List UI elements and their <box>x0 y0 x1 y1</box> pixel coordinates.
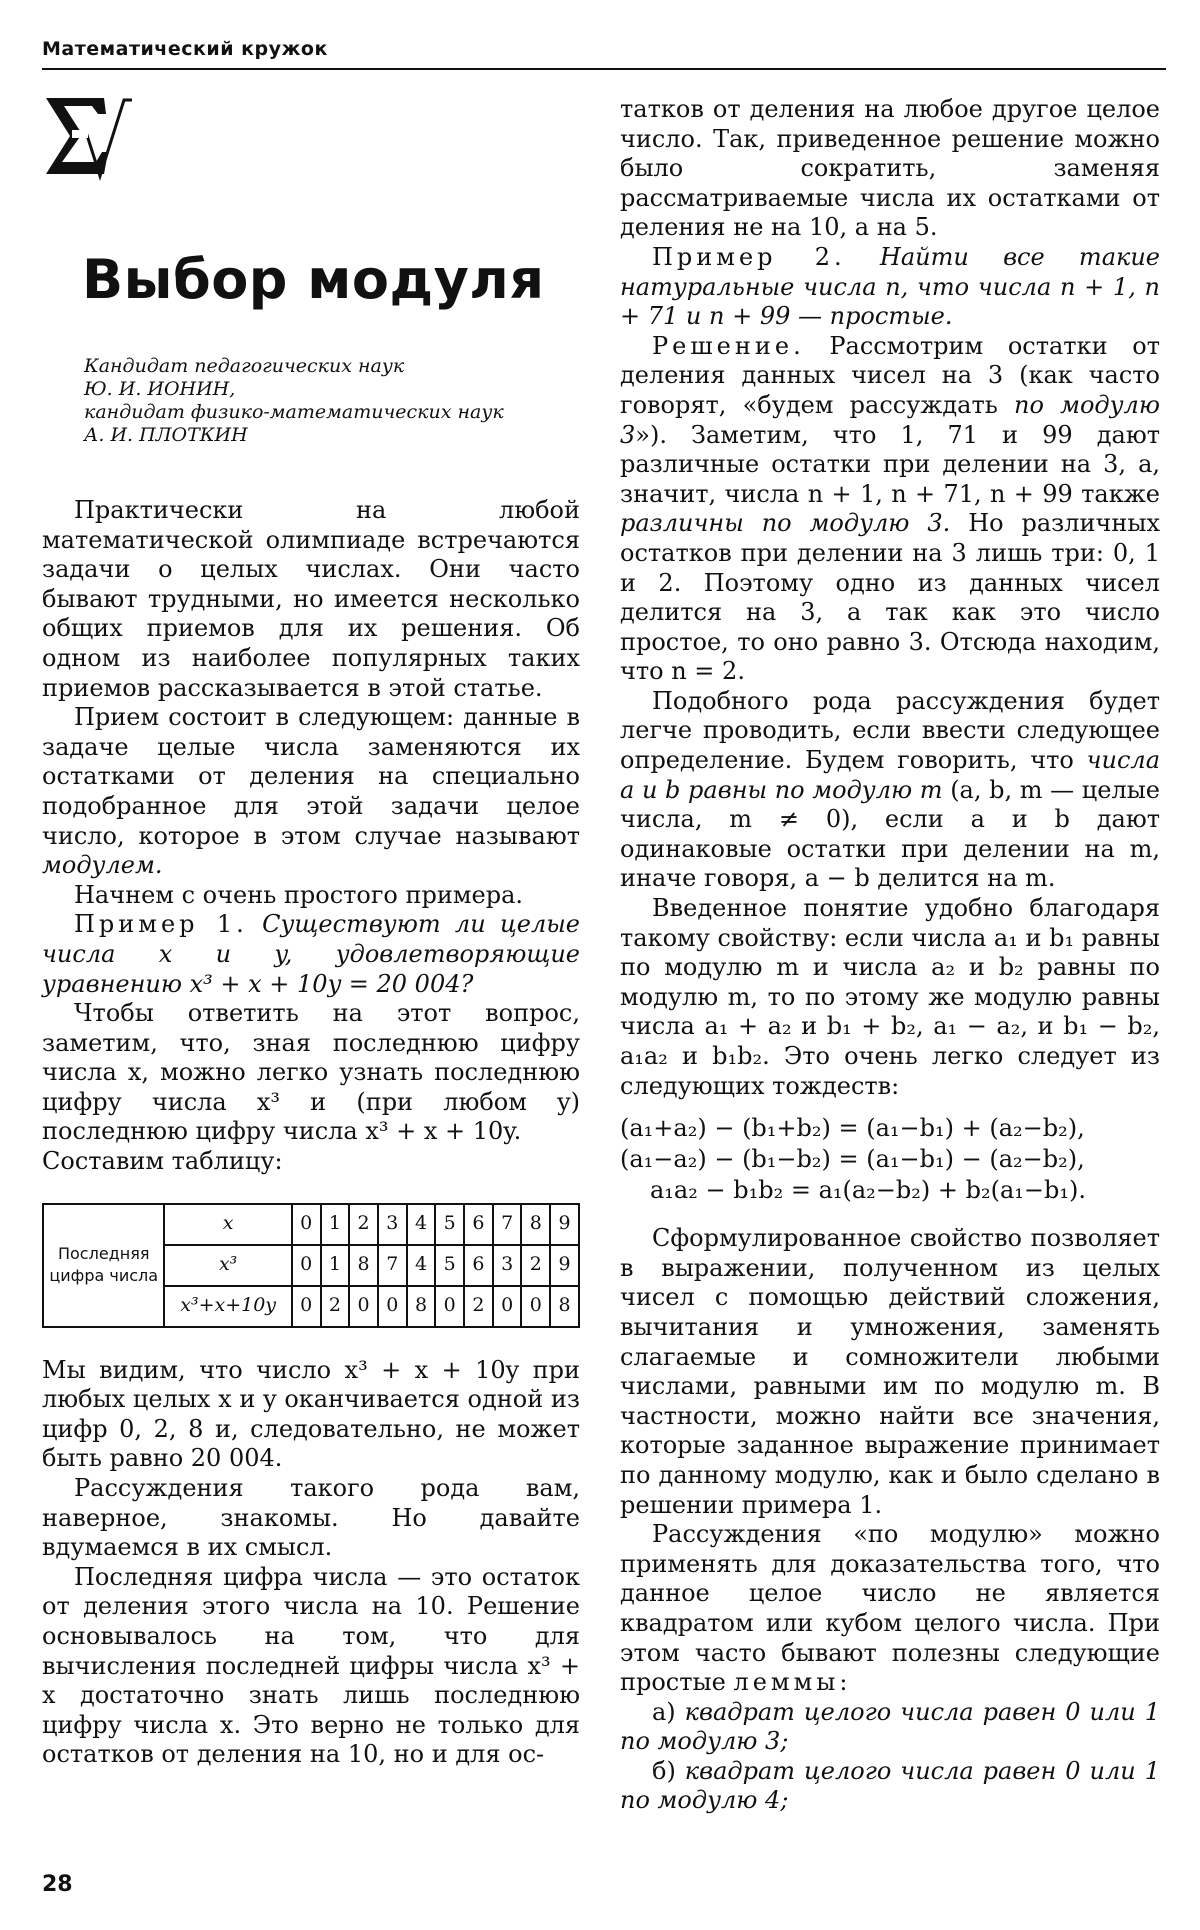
table-row <box>43 1204 579 1245</box>
table-cell: 0 <box>292 1245 321 1286</box>
lemma-b: б) квадрат целого числа равен 0 или 1 по модулю 4; <box>620 1756 1160 1815</box>
paragraph: Рассуждения такого рода вам, наверное, знакомы. Но давайте вдумаемся в их смысл. <box>42 1474 580 1562</box>
author-line: А. И. ПЛОТКИН <box>84 424 248 446</box>
table-cell: 0 <box>378 1286 407 1327</box>
right-column <box>620 95 1160 1816</box>
table-expr: x <box>164 1204 291 1245</box>
paragraph: Начнем с очень простого примера. <box>74 880 524 909</box>
article-title: Выбор модуля <box>82 248 545 311</box>
paragraph: Практически на любой математической олимпиаде встречаются задачи о целых числах. Они часто бывают трудными, но имеется несколько общих приемов для их решения. Об одном из наиболее популярных таких приемов рассказывается в этой статье. <box>42 496 580 702</box>
table-cell: 6 <box>464 1245 493 1286</box>
example-label: Пример 1. <box>74 910 248 939</box>
table-cell: 2 <box>321 1286 350 1327</box>
definition: числа a и b равны по модулю m <box>620 746 1160 804</box>
author-line: Кандидат педагогических наук <box>84 355 405 377</box>
table-cell: 6 <box>464 1204 493 1245</box>
table-cell: 0 <box>349 1286 378 1327</box>
identities-block <box>620 1113 1160 1206</box>
table-row-label: Последняя цифра числа <box>43 1204 164 1327</box>
table-cell: 0 <box>435 1286 464 1327</box>
table-cell: 2 <box>521 1245 550 1286</box>
table-cell: 5 <box>435 1245 464 1286</box>
paragraph: Сформулированное свойство позволяет в выражении, полученном из целых чисел с помощью действий сложения, вычитания и умножения, заменять слагаемые и сомножители любыми числами, равными им по модулю m. В частности, можно найти все значения, которые заданное выражение принимает по данному модулю, как и было сделано в решении примера 1. <box>620 1224 1160 1519</box>
term-modulus: модулем. <box>42 851 163 880</box>
example-1 <box>42 910 580 999</box>
paragraph: Подобного рода рассуждения будет легче проводить, если ввести следующее определение. Будем говорить, что числа a и b равны по модулю m (a, b, m — целые числа, m ≠ 0), если a и b дают одинаковые остатки при делении на m, иначе говоря, a − b делится на m. <box>620 686 1160 893</box>
table-cell: 7 <box>493 1204 522 1245</box>
paragraph: Введенное понятие удобно благодаря такому свойству: если числа a₁ и b₁ равны по модулю m и числа a₂ и b₂ равны по модулю m, то по этому же модулю равны числа a₁ + a₂ и b₁ + b₂, a₁ − a₂, и b₁ − b₂, a₁a₂ и b₁b₂. Это очень легко следует из следующих тождеств: <box>620 894 1160 1100</box>
example-equation: x³ + x + 10y = 20 004? <box>189 969 474 998</box>
paragraph: Последняя цифра числа — это остаток от деления этого числа на 10. Решение основывалось на том, что для вычисления последней цифры числа x³ + x достаточно знать лишь последнюю цифру числа x. Это верно не только для остатков от деления на 10, но и для ос- <box>42 1562 580 1769</box>
table-cell: 1 <box>321 1245 350 1286</box>
author-line: кандидат физико-математических наук <box>84 401 504 423</box>
paragraph: Чтобы ответить на этот вопрос, заметим, что, зная последнюю цифру числа x, можно легко узнать последнюю цифру числа x³ и (при любом y) последнюю цифру числа x³ + x + 10y. <box>42 999 580 1146</box>
table-cell: 0 <box>292 1204 321 1245</box>
paragraph: Составим таблицу: <box>42 1147 283 1176</box>
table-cell: 0 <box>521 1286 550 1327</box>
example-statement: Найти все такие натуральные числа n, что числа n + 1, n + 71 и n + 99 — простые. <box>620 242 1160 331</box>
example-statement: Существуют ли целые числа x и y, удовлетворяющие уравнению <box>42 910 580 998</box>
table-cell: 9 <box>550 1204 579 1245</box>
identity-formula: (a₁+a₂) − (b₁+b₂) = (a₁−b₁) + (a₂−b₂), <box>620 1114 1085 1143</box>
table-cell: 8 <box>349 1245 378 1286</box>
paragraph: Мы видим, что число x³ + x + 10y при любых целых x и y оканчивается одной из цифр 0, 2, 8 и, следовательно, не может быть равно 20 004. <box>42 1355 580 1473</box>
section-header: Математический кружок <box>42 38 328 60</box>
table-cell: 3 <box>493 1245 522 1286</box>
table-expr: x³+x+10y <box>164 1286 291 1327</box>
lemma-a: а) квадрат целого числа равен 0 или 1 по модулю 3; <box>620 1697 1160 1756</box>
table-cell: 2 <box>349 1204 378 1245</box>
table-cell: 4 <box>407 1245 436 1286</box>
table-cell: 1 <box>321 1204 350 1245</box>
table-cell: 0 <box>493 1286 522 1327</box>
paragraph: Прием состоит в следующем: данные в задаче целые числа заменяются их остатками от деления на специально подобранное для этой задачи целое число, которое в этом случае называют модулем. <box>42 703 580 880</box>
example-2 <box>620 243 1160 332</box>
table-expr: x³ <box>164 1245 291 1286</box>
paragraph: Рассуждения «по модулю» можно применять для доказательства того, что данное целое число не является квадратом или кубом целого числа. При этом часто бывают полезны следующие простые леммы: <box>620 1520 1160 1697</box>
table-cell: 3 <box>378 1204 407 1245</box>
table-cell: 5 <box>435 1204 464 1245</box>
table-cell: 8 <box>407 1286 436 1327</box>
page-number: 28 <box>42 1872 73 1897</box>
solution-label: Решение. <box>652 331 805 360</box>
identity-formula: a₁a₂ − b₁b₂ = a₁(a₂−b₂) + b₂(a₁−b₁). <box>650 1176 1086 1205</box>
header-divider <box>42 68 1166 70</box>
last-digit-table <box>42 1203 580 1328</box>
solution: Решение. Рассмотрим остатки от деления данных чисел на 3 (как часто говорят, «будем рассуждать по модулю 3»). Заметим, что 1, 71 и 99 дают различные остатки при делении на 3, а, значит, числа n + 1, n + 71, n + 99 также различны по модулю 3. Но различных остатков при делении на 3 лишь три: 0, 1 и 2. Поэтому одно из данных чисел делится на 3, а так как это число простое, то оно равно 3. Отсюда находим, что n = 2. <box>620 331 1160 686</box>
table-cell: 9 <box>550 1245 579 1286</box>
author-line: Ю. И. ИОНИН, <box>84 378 236 400</box>
authors-block <box>84 355 504 447</box>
table-cell: 4 <box>407 1204 436 1245</box>
term-lemmas: леммы: <box>733 1668 852 1697</box>
identity-formula: (a₁−a₂) − (b₁−b₂) = (a₁−b₁) − (a₂−b₂), <box>620 1145 1085 1174</box>
table-cell: 8 <box>521 1204 550 1245</box>
sigma-root-logo-icon <box>42 92 132 182</box>
table-cell: 0 <box>292 1286 321 1327</box>
table-cell: 2 <box>464 1286 493 1327</box>
example-label: Пример 2. <box>652 242 846 271</box>
table-cell: 8 <box>550 1286 579 1327</box>
paragraph: татков от деления на любое другое целое число. Так, приведенное решение можно было сократить, заменяя рассматриваемые числа их остатками от деления не на 10, а на 5. <box>620 95 1160 242</box>
left-column <box>42 496 580 1770</box>
table-cell: 7 <box>378 1245 407 1286</box>
